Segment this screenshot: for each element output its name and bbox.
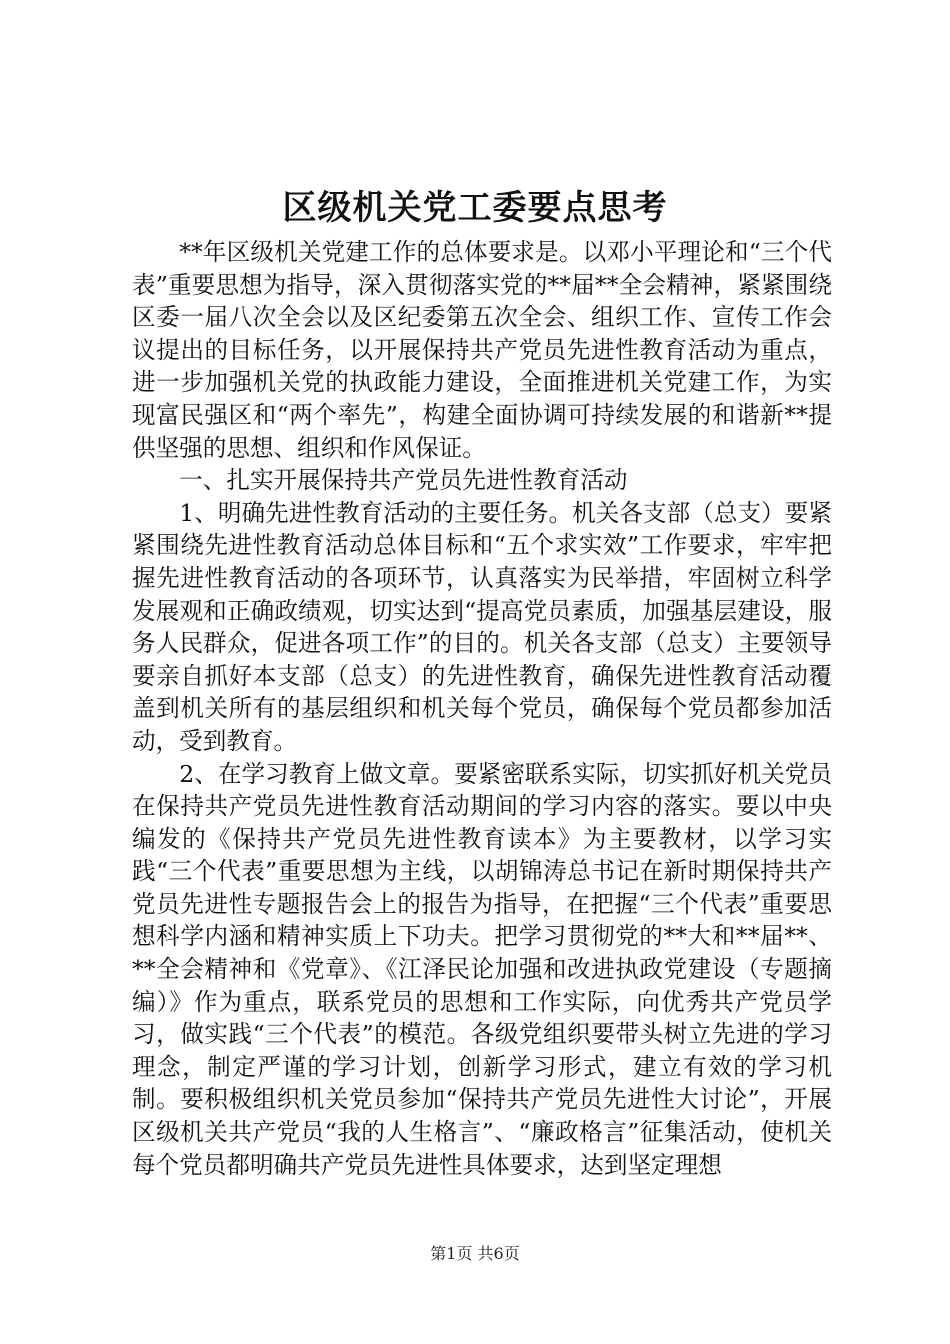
section-heading-1: 一、扎实开展保持共产党员先进性教育活动 xyxy=(179,466,628,495)
paragraph-item-1: 1、明确先进性教育活动的主要任务。机关各支部（总支）要紧紧围绕先进性教育活动总体目标和“五个求实效”工作要求，牢牢把握先进性教育活动的各项环节，认真落实为民举措，牢固树立科学发展观和正确政绩观，切实达到“提高党员素质，加强基层建设，服务人民群众，促进各项工作”的目的。机关各支部（总支）主要领导要亲自抓好本支部（总支）的先进性教育，确保先进性教育活动覆盖到机关所有的基层组织和机关每个党员，确保每个党员都参加活动，受到教育。 xyxy=(132,498,832,755)
page-number-footer: 第1页 共6页 xyxy=(430,1244,520,1263)
document-title: 区级机关党工委要点思考 xyxy=(282,188,668,228)
paragraph-intro: **年区级机关党建工作的总体要求是。以邓小平理论和“三个代表”重要思想为指导，深入贯彻落实党的**届**全会精神，紧紧围绕区委一届八次全会以及区纪委第五次全会、组织工作、宣传工作会议提出的目标任务，以开展保持共产党员先进性教育活动为重点，进一步加强机关党的执政能力建设，全面推进机关党建工作，为实现富民强区和“两个率先”，构建全面协调可持续发展的和谐新**提供坚强的思想、组织和作风保证。 xyxy=(132,238,832,462)
document-body xyxy=(132,236,832,1181)
paragraph-item-2: 2、在学习教育上做文章。要紧密联系实际，切实抓好机关党员在保持共产党员先进性教育活动期间的学习内容的落实。要以中央编发的《保持共产党员先进性教育读本》为主要教材，以学习实践“三个代表”重要思想为主线，以胡锦涛总书记在新时期保持共产党员先进性专题报告会上的报告为指导，在把握“三个代表”重要思想科学内涵和精神实质上下功夫。把学习贯彻党的**大和**届**、**全会精神和《党章》、《江泽民论加强和改进执政党建设（专题摘编）》作为重点，联系党员的思想和工作实际，向优秀共产党员学习，做实践“三个代表”的模范。各级党组织要带头树立先进的学习理念，制定严谨的学习计划，创新学习形式，建立有效的学习机制。要积极组织机关党员参加“保持共产党员先进性大讨论”，开展区级机关共产党员“我的人生格言”、“廉政格言”征集活动，使机关每个党员都明确共产党员先进性具体要求，达到坚定理想 xyxy=(132,759,832,1179)
